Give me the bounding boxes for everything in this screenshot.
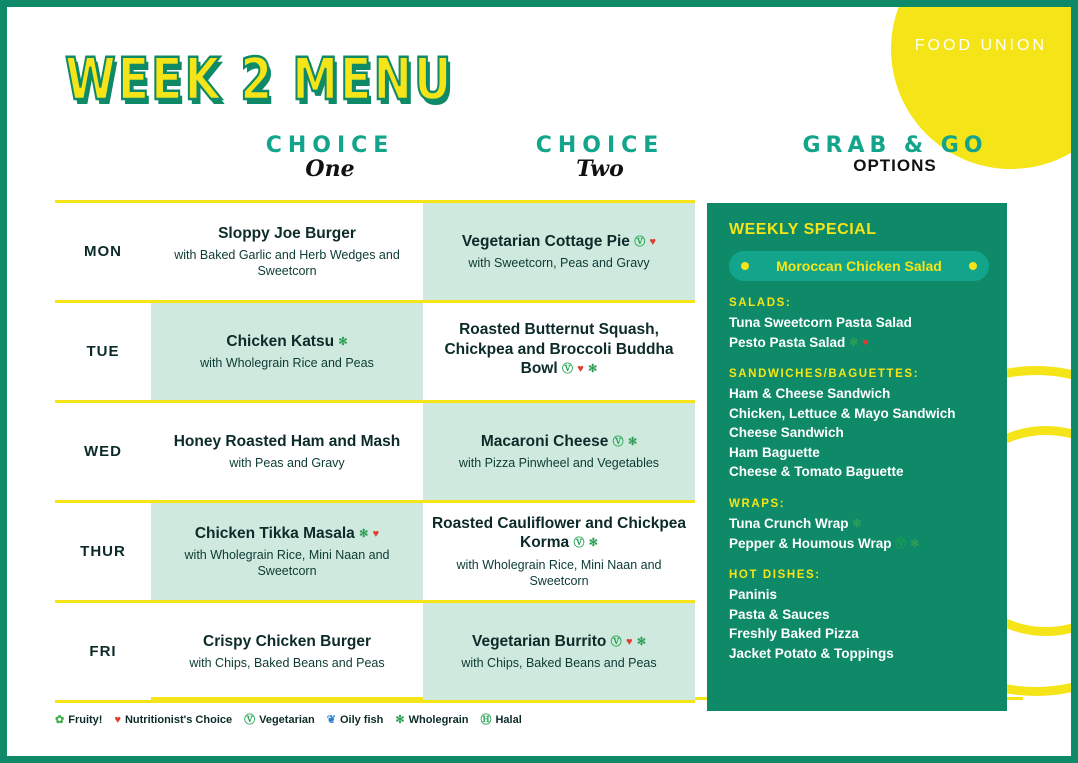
legend-label: Oily fish — [339, 714, 384, 726]
dish-description: with Wholegrain Rice, Mini Naan and Sweetcorn — [184, 547, 390, 579]
wholegrain-icon: ✻ — [627, 435, 638, 448]
column-headings — [55, 133, 1035, 193]
section-heading-sandwiches: SANDWICHES/BAGUETTES: — [729, 368, 920, 381]
list-item: Pesto Pasta Salad ✻ ♥ — [729, 334, 869, 350]
dish-description: with Chips, Baked Beans and Peas — [461, 656, 657, 671]
table-row — [55, 302, 695, 402]
list-item: Cheese Sandwich — [729, 425, 844, 441]
list-item: Chicken, Lettuce & Mayo Sandwich — [729, 405, 956, 421]
table-row — [55, 602, 695, 702]
table-row — [55, 502, 695, 602]
dish-description: with Wholegrain Rice and Peas — [200, 356, 374, 371]
wholegrain-icon: ✻ — [588, 537, 598, 550]
cell-choice-two — [423, 302, 695, 402]
dish-name: Chicken Katsu ✻ — [226, 332, 348, 350]
dish-name: Chicken Tikka Masala ✻ ♥ — [194, 524, 380, 542]
list-item: Cheese & Tomato Baguette — [729, 464, 904, 480]
vegetarian-icon: Ⓥ — [561, 363, 573, 376]
legend-label: Halal — [495, 714, 522, 726]
dish-name: Sloppy Joe Burger — [218, 224, 356, 242]
vegetarian-icon: Ⓥ — [573, 537, 585, 550]
legend — [55, 714, 522, 726]
list-item: Freshly Baked Pizza — [729, 626, 859, 642]
heading-line1: CHOICE — [265, 133, 395, 158]
heart-icon: ♥ — [862, 336, 869, 349]
dish-name: Roasted Cauliflower and Chickpea Korma Ⓥ ✻ — [431, 514, 687, 552]
weekly-special-heading: WEEKLY SPECIAL — [729, 221, 877, 238]
dish-description: with Pizza Pinwheel and Vegetables — [458, 456, 660, 471]
salads-list — [729, 313, 989, 352]
heading-line2: OPTIONS — [853, 156, 937, 175]
heart-icon: ♥ — [649, 235, 657, 248]
list-item: Pasta & Sauces — [729, 606, 830, 622]
heading-line1: GRAB & GO — [802, 133, 988, 158]
cell-choice-two — [423, 202, 695, 302]
weekly-special-pill — [729, 251, 989, 281]
legend-label: Vegetarian — [259, 714, 315, 726]
hot-dishes-list — [729, 585, 989, 663]
dish-description: with Chips, Baked Beans and Peas — [189, 656, 385, 671]
dish-name: Roasted Butternut Squash, Chickpea and Broccoli Buddha Bowl Ⓥ ♥ ✻ — [444, 321, 674, 378]
bullet-dot-icon — [741, 262, 749, 270]
vegetarian-icon: Ⓥ — [634, 235, 646, 248]
vegetarian-icon: Ⓥ — [895, 537, 907, 550]
heart-icon: ♥ — [577, 363, 584, 376]
list-item: Tuna Sweetcorn Pasta Salad — [729, 315, 912, 330]
wholegrain-icon: ✻ — [910, 537, 920, 550]
legend-label: Nutritionist's Choice — [124, 714, 233, 726]
dish-name: Crispy Chicken Burger — [203, 632, 371, 650]
list-item: Pepper & Houmous Wrap Ⓥ ✻ — [729, 535, 920, 551]
heading-line1: CHOICE — [535, 133, 665, 158]
column-heading-choice-two — [455, 133, 745, 182]
vegetarian-icon: Ⓥ — [610, 635, 622, 648]
wholegrain-icon: ✻ — [395, 713, 405, 726]
legend-label: Fruity! — [68, 714, 103, 726]
vegetarian-icon: Ⓥ — [244, 713, 256, 726]
dish-name: Vegetarian Cottage Pie Ⓥ ♥ — [461, 232, 657, 250]
cell-choice-two — [423, 402, 695, 502]
table-row — [55, 402, 695, 502]
list-item: Ham Baguette — [729, 444, 820, 460]
heart-icon: ♥ — [114, 713, 121, 726]
dish-description: with Baked Garlic and Herb Wedges and Sweetcorn — [174, 247, 400, 279]
dish-description: with Sweetcorn, Peas and Gravy — [468, 256, 650, 271]
row-day-label: THUR — [55, 502, 151, 602]
list-item: Tuna Crunch Wrap ✻ — [729, 515, 862, 531]
cell-choice-one — [151, 402, 423, 502]
wholegrain-icon: ✻ — [359, 527, 369, 540]
weekly-special-item: Moroccan Chicken Salad — [776, 258, 942, 274]
fish-icon: ❦ — [326, 713, 336, 726]
fruit-icon: ✿ — [55, 713, 65, 726]
dish-name: Macaroni Cheese Ⓥ ✻ — [480, 432, 638, 450]
halal-icon: Ⓗ — [480, 713, 492, 726]
dish-description: with Wholegrain Rice, Mini Naan and Sweetcorn — [456, 557, 662, 588]
heart-icon: ♥ — [372, 527, 380, 540]
weekly-menu-table — [55, 200, 695, 703]
list-item: Ham & Cheese Sandwich — [729, 386, 891, 402]
wholegrain-icon: ✻ — [849, 336, 859, 349]
cell-choice-one — [151, 202, 423, 302]
heart-icon: ♥ — [625, 635, 633, 648]
page-title: WEEK 2 MENU — [65, 45, 454, 113]
wholegrain-icon: ✻ — [588, 363, 598, 376]
legend-item-vegetarian — [244, 714, 315, 726]
wraps-list — [729, 514, 989, 553]
section-heading-salads: SALADS: — [729, 297, 792, 309]
cell-choice-two — [423, 502, 695, 602]
legend-item-oily-fish — [327, 714, 384, 726]
list-item: Jacket Potato & Toppings — [729, 645, 894, 661]
heading-line2: Two — [576, 156, 624, 182]
wholegrain-icon: ✻ — [338, 335, 348, 348]
section-heading-wraps: WRAPS: — [729, 497, 786, 510]
grab-and-go-panel — [707, 203, 1007, 711]
table-row — [55, 202, 695, 302]
list-item: Paninis — [729, 587, 778, 603]
cell-choice-one — [151, 502, 423, 602]
sandwiches-list — [729, 384, 989, 482]
bullet-dot-icon — [969, 262, 977, 270]
wholegrain-icon: ✻ — [852, 517, 862, 530]
section-heading-hot-dishes: HOT DISHES: — [729, 569, 821, 582]
cell-choice-two — [423, 602, 695, 702]
heading-line2: One — [305, 156, 355, 182]
row-day-label: FRI — [55, 602, 151, 702]
legend-item-nutritionists-choice — [114, 714, 232, 726]
legend-item-fruity — [55, 714, 102, 726]
row-day-label: MON — [55, 202, 151, 302]
legend-item-halal — [480, 714, 521, 726]
cell-choice-one — [151, 602, 423, 702]
legend-label: Wholegrain — [408, 714, 469, 726]
dish-name: Honey Roasted Ham and Mash — [173, 432, 401, 450]
wholegrain-icon: ✻ — [636, 635, 647, 648]
row-day-label: TUE — [55, 302, 151, 402]
vegetarian-icon: Ⓥ — [612, 435, 624, 448]
legend-item-wholegrain — [395, 714, 468, 726]
cell-choice-one — [151, 302, 423, 402]
column-heading-choice-one — [185, 133, 475, 182]
column-heading-grab-and-go — [745, 133, 1045, 176]
dish-name: Vegetarian Burrito Ⓥ ♥ ✻ — [471, 632, 647, 650]
dish-description: with Peas and Gravy — [229, 456, 345, 471]
row-day-label: WED — [55, 402, 151, 502]
brand-name: FOOD UNION — [914, 37, 1047, 54]
